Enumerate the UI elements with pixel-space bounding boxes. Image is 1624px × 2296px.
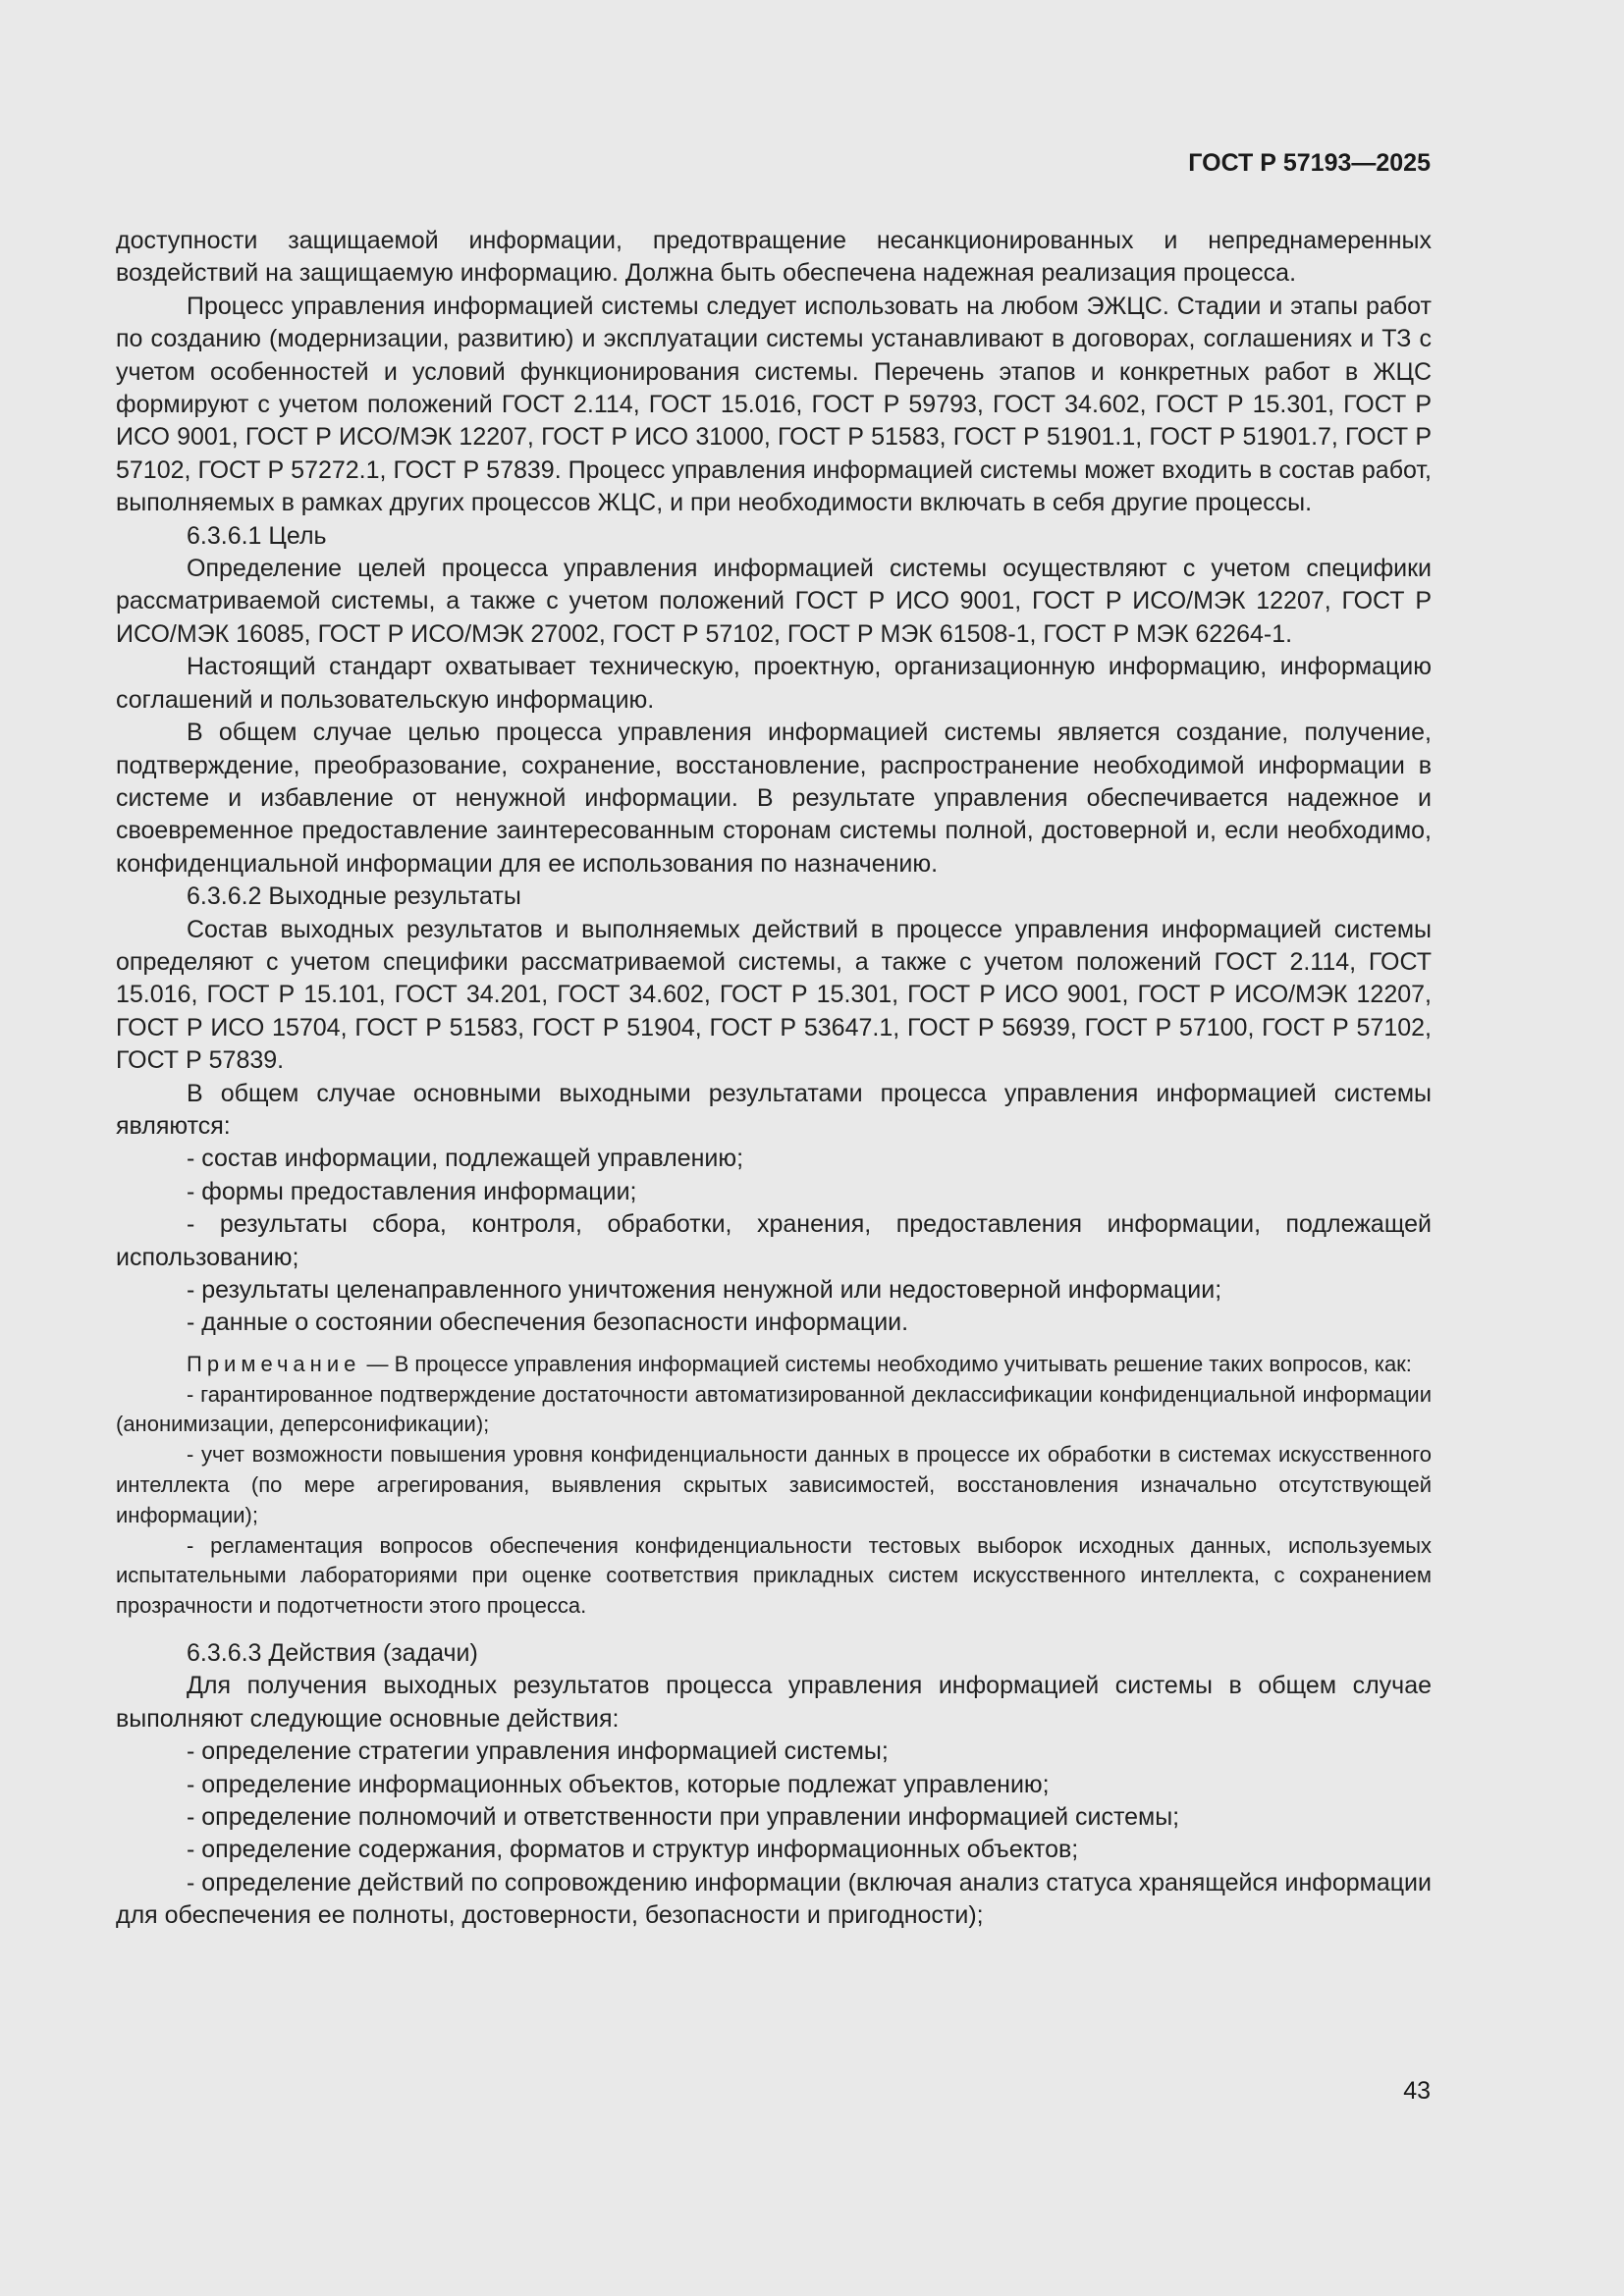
paragraph-actions-intro: Для получения выходных результатов процесса управления информацией системы в общем случае выполняют следующие основные действия: <box>116 1672 1432 1733</box>
paragraph-outputs-intro: В общем случае основными выходными результатами процесса управления информацией системы являются: <box>116 1079 1432 1140</box>
paragraph-continuation: доступности защищаемой информации, предотвращение несанкционированных и непреднамеренных воздействий на защищаемую информацию. Должна быть обеспечена надежная реализация процесса. <box>116 227 1432 288</box>
paragraph-scope: Настоящий стандарт охватывает техническую, проектную, организационную информацию, информацию соглашений и пользовательскую информацию. <box>116 653 1432 714</box>
list-item-output: - формы предоставления информации; <box>187 1177 637 1205</box>
list-item-output: - данные о состоянии обеспечения безопасности информации. <box>187 1308 909 1337</box>
note-item: - гарантированное подтверждение достаточности автоматизированной деклассификации конфиденциальной информации (анонимизации, деперсонификации); <box>116 1381 1432 1437</box>
document-code-header: ГОСТ Р 57193—2025 <box>1188 149 1431 177</box>
note-item: - учет возможности повышения уровня конфиденциальности данных в процессе их обработки в системах искусственного интеллекта (по мере агрегирования, выявления скрытых зависимостей, восстановления изначально отсутствующей информации); <box>116 1442 1432 1527</box>
page-number: 43 <box>1403 2077 1431 2105</box>
note-label: Примечание <box>187 1351 361 1376</box>
note-lead <box>116 1350 1432 1380</box>
section-heading-actions: 6.3.6.3 Действия (задачи) <box>187 1638 478 1667</box>
section-heading-goal: 6.3.6.1 Цель <box>187 521 327 550</box>
paragraph-process-usage: Процесс управления информацией системы следует использовать на любом ЭЖЦС. Стадии и этапы работ по созданию (модернизации, развитию) и эксплуатации системы устанавливают в договорах, соглашениях и ТЗ с учетом особенностей и условий функционирования системы. Перечень этапов и конкретных работ в ЖЦС формируют с учетом положений ГОСТ 2.114, ГОСТ 15.016, ГОСТ Р 59793, ГОСТ 34.602, ГОСТ Р 15.301, ГОСТ Р ИСО 9001, ГОСТ Р ИСО/МЭК 12207, ГОСТ Р ИСО 31000, ГОСТ Р 51583, ГОСТ Р 51901.1, ГОСТ Р 51901.7, ГОСТ Р 57102, ГОСТ Р 57272.1, ГОСТ Р 57839. Процесс управления информацией системы может входить в состав работ, выполняемых в рамках других процессов ЖЦС, и при необходимости включать в себя другие процессы. <box>116 292 1432 517</box>
note-lead-text: — В процессе управления информацией системы необходимо учитывать решение таких вопросов, как: <box>360 1351 1412 1376</box>
list-item-action: - определение полномочий и ответственности при управлении информацией системы; <box>187 1803 1180 1832</box>
note-block <box>116 1350 1432 1622</box>
list-item-action: - определение действий по сопровождению информации (включая анализ статуса хранящейся информации для обеспечения ее полноты, достоверности, безопасности и пригодности); <box>116 1868 1432 1930</box>
list-item-output: - состав информации, подлежащей управлению; <box>187 1145 744 1173</box>
paragraph-goal-definition: Определение целей процесса управления информацией системы осуществляют с учетом специфики рассматриваемой системы, а также с учетом положений ГОСТ Р ИСО 9001, ГОСТ Р ИСО/МЭК 12207, ГОСТ Р ИСО/МЭК 16085, ГОСТ Р ИСО/МЭК 27002, ГОСТ Р 57102, ГОСТ Р МЭК 61508-1, ГОСТ Р МЭК 62264-1. <box>116 555 1432 648</box>
document-body <box>116 225 1432 1933</box>
paragraph-purpose: В общем случае целью процесса управления информацией системы является создание, получение, подтверждение, преобразование, сохранение, восстановление, распространение необходимой информации в системе и избавление от ненужной информации. В результате управления обеспечивается надежное и своевременное предоставление заинтересованным сторонам системы полной, достоверной и, если необходимо, конфиденциальной информации для ее использования по назначению. <box>116 719 1432 878</box>
list-item-action: - определение содержания, форматов и структур информационных объектов; <box>187 1836 1079 1864</box>
list-item-action: - определение информационных объектов, которые подлежат управлению; <box>187 1770 1050 1798</box>
list-item-output: - результаты целенаправленного уничтожения ненужной или недостоверной информации; <box>187 1276 1222 1304</box>
list-item-output: - результаты сбора, контроля, обработки, хранения, предоставления информации, подлежащей использованию; <box>116 1210 1432 1271</box>
list-item-action: - определение стратегии управления информацией системы; <box>187 1737 889 1766</box>
paragraph-outputs-composition: Состав выходных результатов и выполняемых действий в процессе управления информацией системы определяют с учетом специфики рассматриваемой системы, а также с учетом положений ГОСТ 2.114, ГОСТ 15.016, ГОСТ Р 15.101, ГОСТ 34.201, ГОСТ 34.602, ГОСТ Р 15.301, ГОСТ Р ИСО 9001, ГОСТ Р ИСО/МЭК 12207, ГОСТ Р ИСО 15704, ГОСТ Р 51583, ГОСТ Р 51904, ГОСТ Р 53647.1, ГОСТ Р 56939, ГОСТ Р 57100, ГОСТ Р 57102, ГОСТ Р 57839. <box>116 915 1432 1075</box>
section-heading-outputs: 6.3.6.2 Выходные результаты <box>187 882 521 911</box>
note-item: - регламентация вопросов обеспечения конфиденциальности тестовых выборок исходных данных, используемых испытательными лабораториями при оценке соответствия прикладных систем искусственного интеллекта, с сохранением прозрачности и подотчетности этого процесса. <box>116 1532 1432 1619</box>
